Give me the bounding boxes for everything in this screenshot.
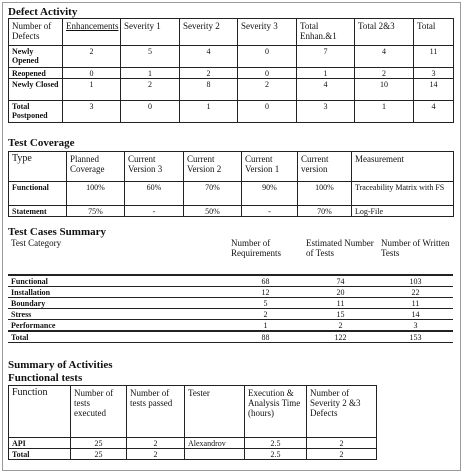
col-severity-1: Severity 1 [121, 19, 180, 46]
cell: 60% [125, 182, 184, 206]
coverage-row-statement [9, 206, 454, 217]
col-current-version-2: Current Version 2 [184, 152, 242, 182]
test-cases-summary-table [8, 237, 453, 343]
defect-row-newly-closed [9, 79, 454, 101]
cell: 2.5 [245, 449, 307, 460]
coverage-row-functional [9, 182, 454, 206]
cell: 1 [63, 79, 121, 101]
cell: 5 [121, 46, 180, 68]
col-enhancements: Enhancements [63, 19, 121, 46]
cell: 25 [71, 438, 127, 449]
cell: 2 [127, 438, 185, 449]
cell: 153 [378, 331, 453, 343]
cell: Total [9, 449, 71, 460]
col-severity-defects: Number of Severity 2 &3 Defects [307, 386, 377, 438]
row-label: Functional [8, 275, 228, 287]
col-estimated-number-of-tests: Estimated Number of Tests [303, 237, 378, 275]
cell: 68 [228, 275, 303, 287]
row-label: Newly Opened [9, 46, 63, 68]
defect-activity-title: Defect Activity [8, 6, 78, 18]
cell: 0 [238, 68, 297, 79]
cell: 4 [355, 46, 414, 68]
cell: 75% [67, 206, 125, 217]
col-execution-time: Execution & Analysis Time (hours) [245, 386, 307, 438]
test-cases-row-stress [8, 309, 453, 320]
cell: 3 [378, 320, 453, 332]
col-total: Total [414, 19, 454, 46]
test-cases-row-installation [8, 287, 453, 298]
cell: 2.5 [245, 438, 307, 449]
cell: 70% [184, 182, 242, 206]
col-tester: Tester [185, 386, 245, 438]
cell: 1 [180, 101, 238, 123]
cell: 1 [297, 68, 355, 79]
col-type: Type [9, 152, 67, 182]
col-tests-executed: Number of tests executed [71, 386, 127, 438]
cell: 122 [303, 331, 378, 343]
test-cases-row-functional [8, 275, 453, 287]
cell: 74 [303, 275, 378, 287]
cell: 2 [228, 309, 303, 320]
col-planned-coverage: Planned Coverage [67, 152, 125, 182]
cell: Traceability Matrix with FS [352, 182, 454, 206]
test-cases-summary-title: Test Cases Summary [8, 226, 106, 238]
col-current-version-1: Current Version 1 [242, 152, 298, 182]
cell: 8 [180, 79, 238, 101]
cell: 100% [298, 182, 352, 206]
cell: API [9, 438, 71, 449]
cell: 2 [180, 68, 238, 79]
functional-tests-subtitle: Functional tests [8, 372, 83, 384]
test-cases-row-performance [8, 320, 453, 332]
cell: 90% [242, 182, 298, 206]
cell: Alexandrov [185, 438, 245, 449]
cell: 0 [238, 101, 297, 123]
test-cases-header-row [8, 237, 453, 275]
cell: 2 [307, 438, 377, 449]
summary-of-activities-title: Summary of Activities [8, 359, 113, 371]
cell: 12 [228, 287, 303, 298]
cell: 7 [297, 46, 355, 68]
col-severity-3: Severity 3 [238, 19, 297, 46]
cell: 0 [63, 68, 121, 79]
col-severity-2: Severity 2 [180, 19, 238, 46]
cell: 100% [67, 182, 125, 206]
cell: 25 [71, 449, 127, 460]
defect-row-total-postponed [9, 101, 454, 123]
cell [185, 449, 245, 460]
col-tests-passed: Number of tests passed [127, 386, 185, 438]
defect-row-reopened [9, 68, 454, 79]
cell: 15 [303, 309, 378, 320]
cell: 2 [303, 320, 378, 332]
cell: 2 [127, 449, 185, 460]
cell: 22 [378, 287, 453, 298]
test-cases-row-total [8, 331, 453, 343]
cell: 70% [298, 206, 352, 217]
col-test-category: Test Category [8, 237, 228, 275]
cell: 2 [307, 449, 377, 460]
report-page [2, 2, 461, 471]
cell: 11 [414, 46, 454, 68]
cell: 103 [378, 275, 453, 287]
cell: 1 [228, 320, 303, 332]
cell: - [242, 206, 298, 217]
defect-row-newly-opened [9, 46, 454, 68]
test-coverage-table [8, 151, 454, 217]
row-label: Reopened [9, 68, 63, 79]
defect-header-row [9, 19, 454, 46]
row-label: Total Postponed [9, 101, 63, 123]
cell: - [125, 206, 184, 217]
row-label: Boundary [8, 298, 228, 309]
col-function: Function [9, 386, 71, 438]
cell: 10 [355, 79, 414, 101]
cell: 14 [414, 79, 454, 101]
activities-row-api [9, 438, 377, 449]
col-measurement: Measurement [352, 152, 454, 182]
row-label: Stress [8, 309, 228, 320]
cell: Log-File [352, 206, 454, 217]
col-total-enhan-1: Total Enhan.&1 [297, 19, 355, 46]
col-number-of-defects: Number of Defects [9, 19, 63, 46]
cell: 4 [180, 46, 238, 68]
cell: 3 [63, 101, 121, 123]
cell: 4 [414, 101, 454, 123]
cell: 20 [303, 287, 378, 298]
col-current-version: Current version [298, 152, 352, 182]
cell: 3 [297, 101, 355, 123]
row-label: Newly Closed [9, 79, 63, 101]
cell: 1 [355, 101, 414, 123]
activities-header-row [9, 386, 377, 438]
row-label: Installation [8, 287, 228, 298]
cell: 4 [297, 79, 355, 101]
cell: 88 [228, 331, 303, 343]
cell: 3 [414, 68, 454, 79]
col-current-version-3: Current Version 3 [125, 152, 184, 182]
row-label: Performance [8, 320, 228, 332]
test-cases-row-boundary [8, 298, 453, 309]
cell: 2 [355, 68, 414, 79]
cell: 2 [238, 79, 297, 101]
coverage-header-row [9, 152, 454, 182]
col-number-of-written-tests: Number of Written Tests [378, 237, 453, 275]
cell: 11 [303, 298, 378, 309]
cell: 2 [63, 46, 121, 68]
cell: 2 [121, 79, 180, 101]
summary-of-activities-table [8, 385, 377, 460]
defect-activity-table [8, 18, 454, 123]
col-number-of-requirements: Number of Requirements [228, 237, 303, 275]
test-coverage-title: Test Coverage [8, 137, 75, 149]
row-label: Statement [9, 206, 67, 217]
cell: 5 [228, 298, 303, 309]
activities-row-total [9, 449, 377, 460]
col-total-2-3: Total 2&3 [355, 19, 414, 46]
cell: 0 [238, 46, 297, 68]
row-label: Total [8, 331, 228, 343]
cell: 0 [121, 101, 180, 123]
cell: 50% [184, 206, 242, 217]
row-label: Functional [9, 182, 67, 206]
cell: 14 [378, 309, 453, 320]
cell: 11 [378, 298, 453, 309]
cell: 1 [121, 68, 180, 79]
